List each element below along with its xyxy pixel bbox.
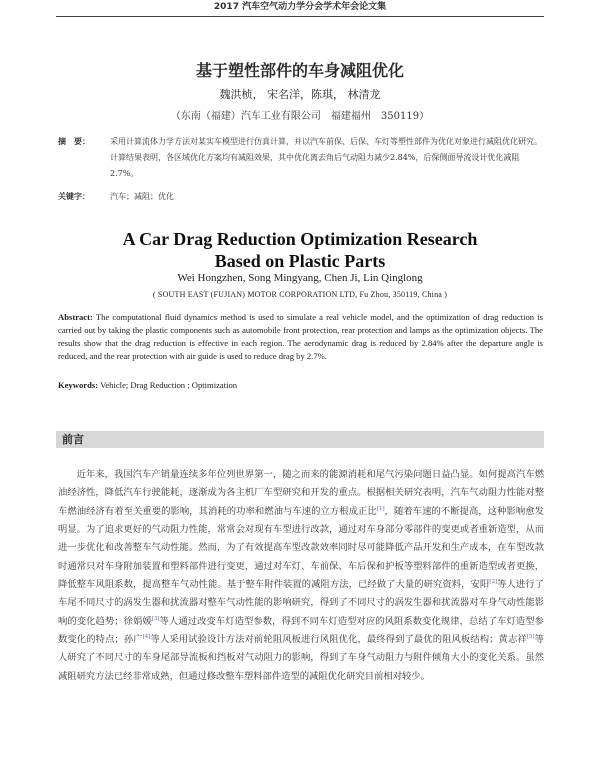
chinese-keywords — [58, 189, 543, 205]
chinese-abstract — [58, 134, 543, 182]
english-keywords — [58, 379, 543, 392]
body-sentence-5: 等人采用试验设计方法对前轮阻风板进行风阻优化，最终得到了最优的阻风板结构；黄志祥 — [150, 634, 527, 646]
english-keywords-text: Vehicle; Drag Reduction ; Optimization — [100, 380, 238, 390]
chinese-title: 基于塑性部件的车身减阻优化 — [195, 61, 404, 80]
english-abstract-label: Abstract: — [58, 312, 93, 322]
citation-3[interactable]: [3] — [151, 615, 160, 622]
citation-4[interactable]: [4] — [142, 634, 151, 640]
section-heading-bar — [56, 431, 544, 448]
english-keywords-label: Keywords: — [58, 380, 99, 390]
english-title-line1: A Car Drag Reduction Optimization Research — [122, 229, 478, 249]
body-sentence-1: 近年来，我国汽车产销量连续多年位列世界第一，随之而来的能源消耗和尾气污染问题日益凸显。如何提高汽车燃油经济性，降低汽车行驶能耗，逐渐成为各主机厂车型研究和开发的重点。根据相关研究表明，汽车气动阻力性能对整车燃油经济有着至关重要的影响，其消耗的功率和燃油与车速的立方根成正比 — [58, 469, 544, 517]
english-abstract — [58, 311, 543, 363]
body-paragraph — [58, 466, 544, 686]
chinese-keywords-label: 关键字： — [58, 192, 90, 201]
chinese-keywords-text: 汽车；减阻；优化 — [110, 192, 174, 201]
body-sentence-3: 等人进行了车尾不同尺寸的涡发生器和扰流器对整车气动性能的影响研究，得到了不同尺寸的涡发生器和扰流器对车身气动性能影响的变化趋势；徐娟媛 — [58, 579, 544, 627]
chinese-authors: 魏洪桢， 宋名洋，陈琪， 林清龙 — [219, 88, 381, 101]
body-text — [58, 466, 544, 686]
body-sentence-4: 等人通过改变车灯造型参数，得到不同车灯造型对应的风阻系数变化规律，总结了车灯造型参数变化的特点；孙广 — [58, 615, 544, 646]
english-abstract-text: The computational fluid dynamics method is used to simulate a real vehicle model, and the optimization of drag reduction is carried out by taking the plastic components such as automobile front protection, rear protection and lamps as the optimization objects. The results show that the drag reduction is effective in each region. The aerodynamic drag is reduced by 2.84% after the departure angle is reduced, and the rear protection with air guide is used to reduce drag by 2.7%. — [58, 312, 544, 361]
citation-2[interactable]: [2] — [489, 578, 498, 585]
citation-1[interactable]: [1] — [376, 505, 385, 512]
header-rule — [56, 16, 544, 17]
chinese-abstract-text: 采用计算流体力学方法对某实车模型进行仿真计算，并以汽车前保、后保、车灯等塑性部件为优化对象进行减阻优化研究。计算结果表明，各区域优化方案均有减阻效果，其中优化离去角后气动阻力减少2.84%，后保侧面导流设计优化减阻2.7%。 — [110, 137, 542, 178]
english-title-line2: Based on Plastic Parts — [214, 251, 386, 271]
english-affiliation: ( SOUTH EAST (FUJIAN) MOTOR CORPORATION LTD, Fu Zhou, 350119, China ) — [152, 290, 448, 299]
chinese-affiliation: （东南（福建）汽车工业有限公司 福建福州 350119） — [170, 111, 430, 122]
citation-5[interactable]: [5] — [526, 634, 535, 640]
body-sentence-6: 等人研究了不同尺寸的车身尾部导流板和挡板对气动阻力的影响，得到了车身气动阻力与附件倾角大小的变化关系。虽然减阻研究方法已经非常成熟，但通过修改整车塑料部件造型的减阻优化研究目前相对较少。 — [58, 634, 544, 682]
english-authors: Wei Hongzhen, Song Mingyang, Chen Ji, Lin Qinglong — [177, 272, 423, 284]
chinese-abstract-label: 摘 要： — [58, 137, 90, 146]
body-sentence-2: ，随着车速的不断提高，这种影响愈发明显。为了追求更好的气动阻力性能，常常会对现有车型进行改款，通过对车身部分零部件的变更或者重新造型，从而进一步优化和改善整车气动性能。然而，为了有效提高车型改款效率同时尽可能降低产品开发和生产成本，在车型改款时通常只对车身附加装置和塑料部件进行变更，通过对车灯、车前保、车后保和护板等塑料部件的重新造型或者更换，降低整车风阻系数，提高整车气动性能。基于整车附件装置的减阻方法，已经做了大量的研究资料，安阳 — [58, 505, 544, 591]
running-header: 2017 汽车空气动力学分会学术年会论文集 — [213, 2, 387, 12]
section-title: 前言 — [62, 433, 84, 446]
english-title — [0, 228, 600, 272]
